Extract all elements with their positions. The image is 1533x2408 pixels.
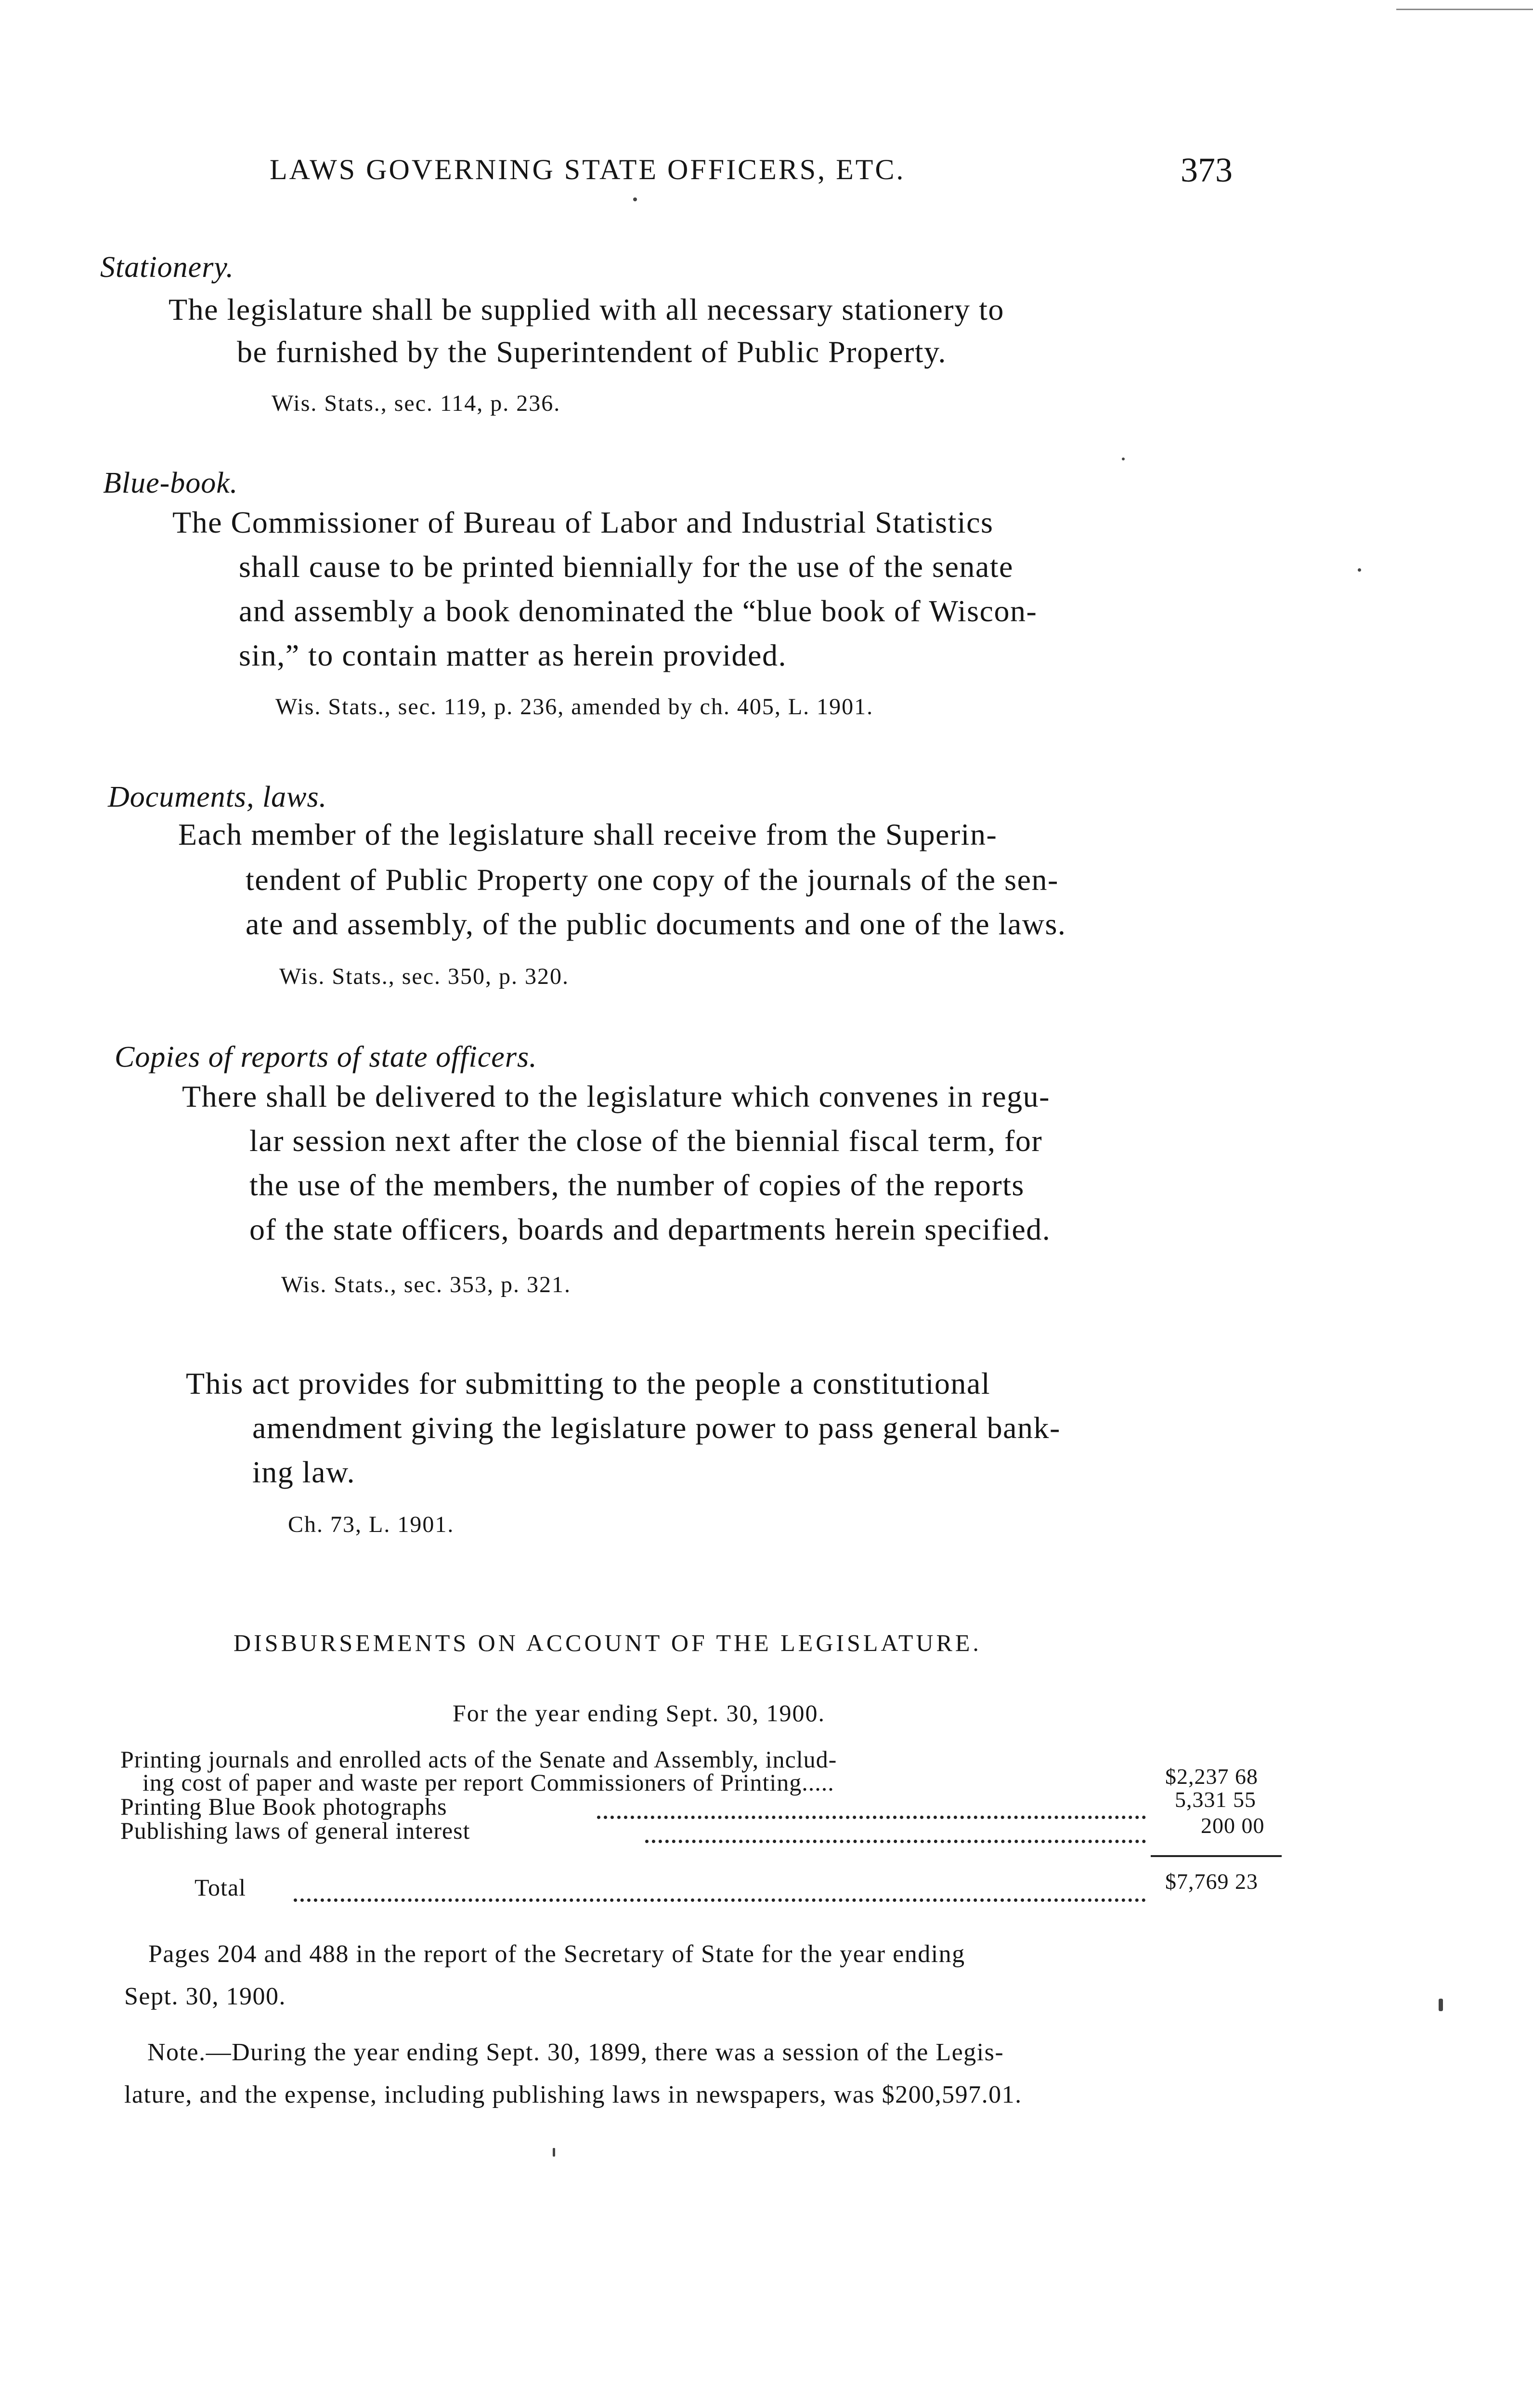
scan-speck <box>1439 1999 1443 2011</box>
body-line: Each member of the legislature shall receive from the Superin- <box>178 817 998 851</box>
page-number: 373 <box>1181 151 1233 189</box>
section-heading: Blue-book. <box>103 467 238 499</box>
total-rule <box>1151 1855 1282 1857</box>
body-line: tendent of Public Property one copy of the journals of the sen- <box>246 863 1059 897</box>
body-line: ing law. <box>252 1455 356 1489</box>
scan-speck <box>553 2148 555 2157</box>
note-line: lature, and the expense, including publishing laws in newspapers, was $200,597.01. <box>124 2081 1022 2108</box>
disbursement-item-line: ing cost of paper and waste per report Commissioners of Printing..... <box>143 1769 834 1796</box>
note-line: Note.—During the year ending Sept. 30, 1899, there was a session of the Legis- <box>147 2039 1004 2066</box>
body-line: This act provides for submitting to the people a constitutional <box>186 1366 991 1400</box>
source-line: Sept. 30, 1900. <box>124 1983 286 2010</box>
leader-dots <box>597 1816 1146 1819</box>
disbursement-item-line: Printing journals and enrolled acts of the Senate and Assembly, includ- <box>120 1746 837 1773</box>
total-label: Total <box>195 1874 247 1901</box>
disbursement-item-line: Publishing laws of general interest <box>120 1817 470 1844</box>
citation: Wis. Stats., sec. 353, p. 321. <box>281 1272 572 1297</box>
leader-dots <box>294 1898 1146 1902</box>
body-line: be furnished by the Superintendent of Public Property. <box>237 335 947 369</box>
citation: Wis. Stats., sec. 350, p. 320. <box>279 964 570 989</box>
scan-speck <box>633 197 637 201</box>
body-line: and assembly a book denominated the “blue book of Wiscon- <box>239 594 1038 628</box>
source-line: Pages 204 and 488 in the report of the Secretary of State for the year ending <box>148 1940 965 1968</box>
body-line: the use of the members, the number of copies of the reports <box>249 1168 1025 1202</box>
body-line: of the state officers, boards and departments herein specified. <box>249 1212 1051 1246</box>
disbursement-amount: 200 00 <box>1201 1813 1265 1838</box>
body-line: The legislature shall be supplied with all necessary stationery to <box>169 292 1004 327</box>
citation: Wis. Stats., sec. 114, p. 236. <box>272 391 561 416</box>
running-head: LAWS GOVERNING STATE OFFICERS, ETC. <box>270 154 906 185</box>
leader-dots <box>645 1840 1146 1843</box>
body-line: shall cause to be printed biennially for the use of the senate <box>239 550 1013 584</box>
scan-speck <box>1122 458 1125 460</box>
body-line: There shall be delivered to the legislature which convenes in regu- <box>182 1079 1050 1113</box>
body-line: lar session next after the close of the biennial fiscal term, for <box>249 1124 1043 1158</box>
total-amount: $7,769 23 <box>1165 1869 1258 1894</box>
citation: Wis. Stats., sec. 119, p. 236, amended by ch. 405, L. 1901. <box>275 694 874 720</box>
disbursement-amount: $2,237 68 <box>1165 1764 1258 1789</box>
section-heading: Documents, laws. <box>108 781 327 813</box>
body-line: sin,” to contain matter as herein provided. <box>239 638 787 672</box>
body-line: The Commissioner of Bureau of Labor and Industrial Statistics <box>172 505 994 539</box>
disbursements-subtitle: For the year ending Sept. 30, 1900. <box>453 1700 826 1727</box>
citation: Ch. 73, L. 1901. <box>288 1512 455 1537</box>
disbursement-item-line: Printing Blue Book photographs <box>120 1793 447 1820</box>
body-line: ate and assembly, of the public documents and one of the laws. <box>246 907 1066 941</box>
scan-edge-line <box>1396 9 1533 10</box>
section-heading: Copies of reports of state officers. <box>115 1041 537 1073</box>
scan-speck <box>1358 568 1361 572</box>
disbursements-title: DISBURSEMENTS ON ACCOUNT OF THE LEGISLATURE. <box>234 1629 982 1656</box>
body-line: amendment giving the legislature power to pass general bank- <box>252 1411 1061 1445</box>
section-heading: Stationery. <box>100 251 234 284</box>
disbursement-amount: 5,331 55 <box>1175 1787 1256 1812</box>
